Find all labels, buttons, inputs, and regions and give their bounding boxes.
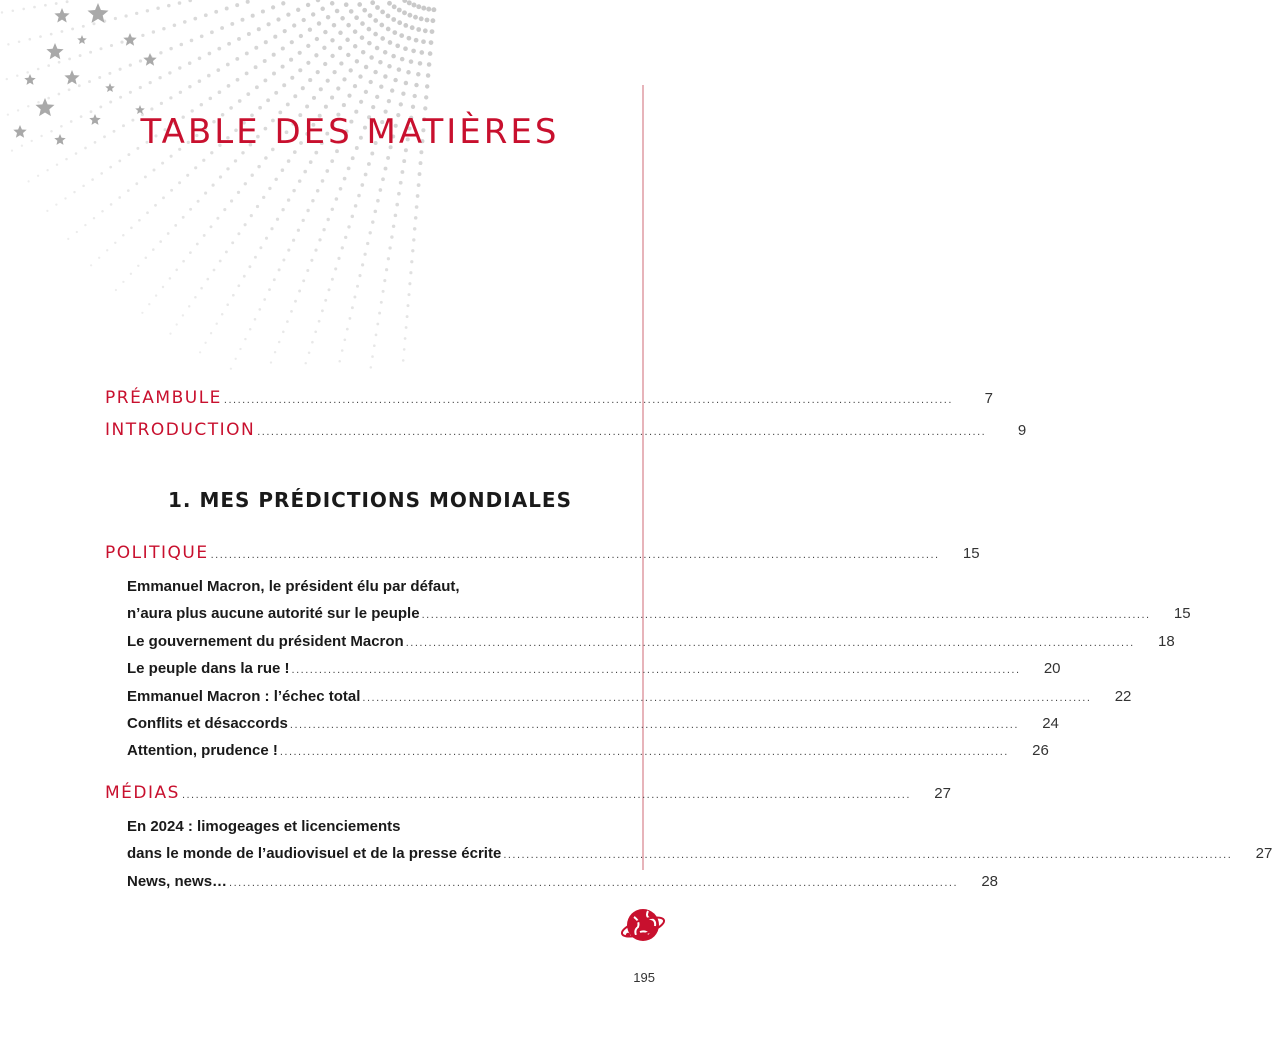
- toc-subentry-page: 22: [1114, 688, 1132, 705]
- dot-leader: ................................................................................................................................................................: [279, 746, 1009, 758]
- stars-dots-decoration: [0, 0, 460, 370]
- toc-subentry: [127, 688, 1132, 705]
- toc-entry-page: 9: [1017, 422, 1027, 439]
- toc-subentry-line: Emmanuel Macron, le président élu par défaut,: [127, 578, 460, 595]
- dot-leader: ................................................................................................................................................................: [210, 549, 940, 561]
- toc-subentry-label: Emmanuel Macron : l’échec total: [127, 688, 361, 705]
- toc-entry-label: PRÉAMBULE: [105, 388, 222, 408]
- toc-section-medias: [105, 783, 951, 803]
- toc-section-politique: [105, 543, 980, 563]
- toc-subentry-line: En 2024 : limogeages et licenciements: [127, 818, 401, 835]
- toc-subentry-label: News, news…: [127, 873, 228, 890]
- toc-section-page: 27: [934, 785, 951, 802]
- toc-section-label: MÉDIAS: [105, 783, 180, 803]
- dot-leader: ................................................................................................................................................................: [223, 394, 953, 406]
- toc-subentry: [127, 873, 999, 890]
- toc-entry-introduction: [105, 420, 1027, 440]
- dot-leader: ................................................................................................................................................................: [229, 877, 959, 889]
- section-heading: 1. MES PRÉDICTIONS MONDIALES: [167, 488, 572, 512]
- dot-leader: ................................................................................................................................................................: [181, 789, 911, 801]
- toc-subentry: [127, 660, 1061, 677]
- toc-subentry-page: 27: [1255, 845, 1272, 862]
- toc-subentry-label: dans le monde de l’audiovisuel et de la presse écrite: [127, 845, 502, 862]
- page-title: TABLE DES MATIÈRES: [140, 112, 560, 152]
- toc-subentry-page: 28: [981, 873, 999, 890]
- dot-leader: ................................................................................................................................................................: [289, 719, 1019, 731]
- toc-subentry-label: Le peuple dans la rue !: [127, 660, 290, 677]
- toc-subentry: [127, 633, 1175, 650]
- toc-entry-preambule: [105, 388, 993, 408]
- toc-subentry-page: 15: [1173, 605, 1191, 622]
- toc-subentry-label: Conflits et désaccords: [127, 715, 288, 732]
- dot-leader: ................................................................................................................................................................: [257, 426, 987, 438]
- toc-section-page: 15: [962, 545, 980, 562]
- dot-leader: ................................................................................................................................................................: [503, 849, 1233, 861]
- toc-subentry-page: 24: [1042, 715, 1059, 732]
- globe-logo-icon: [620, 902, 666, 948]
- toc-subentry-label: Attention, prudence !: [127, 742, 278, 759]
- toc-subentry-page: 26: [1032, 742, 1049, 759]
- toc-subentry-label: Le gouvernement du président Macron: [127, 633, 404, 650]
- toc-entry-page: 7: [984, 390, 993, 407]
- toc-subentry: [127, 845, 1272, 862]
- dot-leader: ................................................................................................................................................................: [421, 609, 1151, 621]
- dot-leader: ................................................................................................................................................................: [405, 637, 1135, 649]
- dot-leader: ................................................................................................................................................................: [362, 692, 1092, 704]
- toc-subentry-label: n’aura plus aucune autorité sur le peuple: [127, 605, 420, 622]
- toc-subentry-page: 20: [1043, 660, 1061, 677]
- toc-subentry: [127, 742, 1049, 759]
- toc-subentry: [127, 605, 1191, 622]
- toc-subentry: [127, 715, 1059, 732]
- toc-subentry-page: 18: [1158, 633, 1175, 650]
- page-number: 195: [633, 970, 655, 985]
- toc-section-label: POLITIQUE: [105, 543, 209, 563]
- dot-leader: ................................................................................................................................................................: [291, 664, 1021, 676]
- toc-entry-label: INTRODUCTION: [105, 420, 256, 440]
